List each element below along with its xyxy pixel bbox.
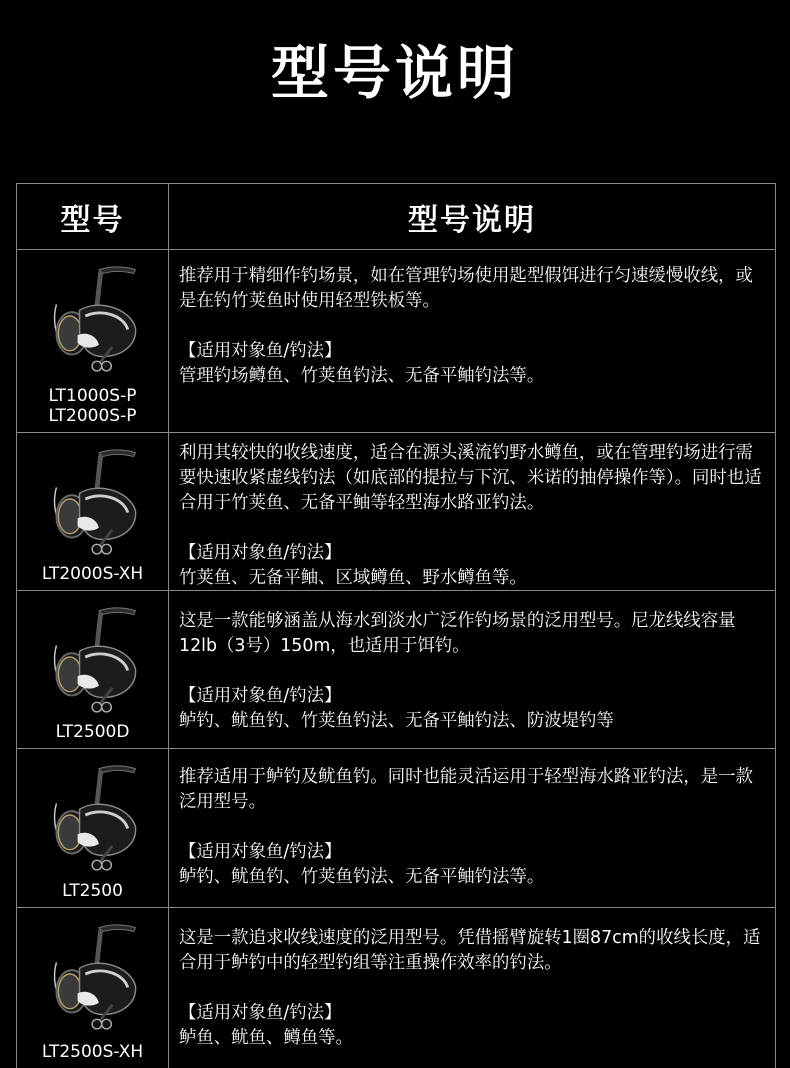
description-text: 这是一款追求收线速度的泛用型号。凭借摇臂旋转1圈87cm的收线长度，适合用于鲈钓中的轻型钓组等注重操作效率的钓法。 (179, 928, 761, 973)
target-label: 【适用对象鱼/钓法】 (179, 686, 342, 706)
description-text: 推荐用于精细作钓场景，如在管理钓场使用匙型假饵进行匀速缓慢收线，或是在钓竹荚鱼时使用轻型铁板等。 (179, 266, 753, 311)
target-list: 竹荚鱼、无备平鲉、区域鳟鱼、野水鳟鱼等。 (179, 568, 527, 588)
table-row (17, 908, 775, 1068)
table-row (17, 749, 775, 908)
target-label: 【适用对象鱼/钓法】 (179, 341, 342, 361)
description-cell (169, 908, 775, 1068)
model-name: LT1000S-P LT2000S-P (48, 386, 137, 426)
description-text: 这是一款能够涵盖从海水到淡水广泛作钓场景的泛用型号。尼龙线线容量12lb（3号）150m，也适用于饵钓。 (179, 611, 736, 656)
table-header-row (17, 184, 775, 250)
target-list: 管理钓场鳟鱼、竹荚鱼钓法、无备平鲉钓法等。 (179, 366, 545, 386)
header-model: 型号 (17, 184, 169, 249)
model-cell (17, 250, 169, 432)
model-cell (17, 591, 169, 748)
reel-image (41, 601, 147, 713)
table-row (17, 250, 775, 433)
table-row (17, 433, 775, 591)
model-table (16, 183, 776, 1068)
model-name: LT2500D (55, 722, 130, 742)
table-row (17, 591, 775, 749)
model-cell (17, 433, 169, 590)
model-name: LT2500 (62, 881, 123, 901)
reel-image (41, 759, 147, 871)
reel-image (41, 918, 147, 1030)
reel-image (41, 260, 147, 372)
description-cell (169, 433, 775, 590)
description-text: 利用其较快的收线速度，适合在源头溪流钓野水鳟鱼，或在管理钓场进行需要快速收紧虚线钓法（如底部的提拉与下沉、米诺的抽停操作等）。同时也适合用于竹荚鱼、无备平鲉等轻型海水路亚钓法。 (179, 443, 762, 513)
target-label: 【适用对象鱼/钓法】 (179, 842, 342, 862)
header-description: 型号说明 (408, 202, 536, 238)
description-cell (169, 591, 775, 748)
description-text: 推荐适用于鲈钓及鱿鱼钓。同时也能灵活运用于轻型海水路亚钓法，是一款泛用型号。 (179, 767, 753, 812)
target-list: 鲈钓、鱿鱼钓、竹荚鱼钓法、无备平鲉钓法等。 (179, 867, 545, 887)
description-cell (169, 749, 775, 907)
page-title: 型号说明 (270, 39, 519, 107)
target-list: 鲈钓、鱿鱼钓、竹荚鱼钓法、无备平鲉钓法、防波堤钓等 (179, 711, 614, 731)
model-cell (17, 749, 169, 907)
target-label: 【适用对象鱼/钓法】 (179, 543, 342, 563)
reel-image (41, 443, 147, 555)
model-name: LT2000S-XH (41, 564, 144, 584)
target-label: 【适用对象鱼/钓法】 (179, 1003, 342, 1023)
model-cell (17, 908, 169, 1068)
model-name: LT2500S-XH (41, 1042, 144, 1062)
description-cell (169, 250, 775, 432)
target-list: 鲈鱼、鱿鱼、鳟鱼等。 (179, 1028, 353, 1048)
